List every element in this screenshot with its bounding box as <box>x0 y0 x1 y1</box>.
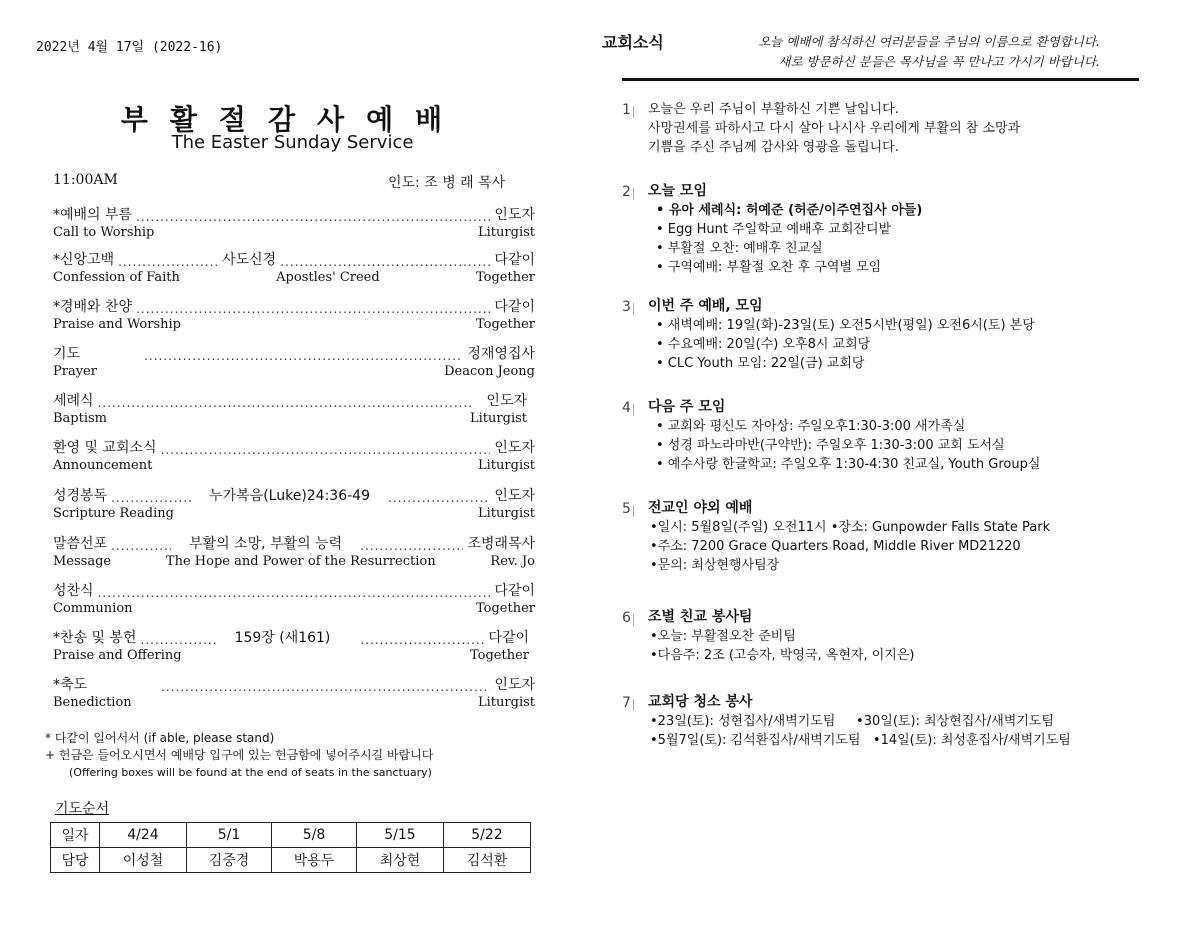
order-item-leader-en: Liturgist <box>478 225 535 240</box>
news-line: •오늘: 부활절오찬 준비팀 <box>650 629 796 644</box>
table-cell: 5/8 <box>272 823 357 848</box>
news-section <box>622 608 1182 665</box>
order-item-detail-en: Apostles' Creed <box>276 270 380 285</box>
order-item-name: *예배의 부름 <box>53 207 133 223</box>
order-item-leader-en: Together <box>475 317 535 332</box>
section-number: 6 <box>622 609 642 628</box>
order-item-name-en: Praise and Worship <box>53 317 181 332</box>
order-item-leader-en: Liturgist <box>478 458 535 473</box>
church-news-label: 교회소식 <box>602 33 664 52</box>
order-item-leader: 다같이 <box>488 630 529 646</box>
news-line: • CLC Youth 모임: 22일(금) 교회당 <box>656 356 865 371</box>
service-title-korean: 부활절감사예배 <box>120 103 465 136</box>
order-item-name: *경배와 찬양 <box>53 299 133 315</box>
order-item-leader: 다같이 <box>494 252 535 268</box>
news-line: • 구역예배: 부활절 오찬 후 구역별 모임 <box>656 260 882 275</box>
section-title: 전교인 야외 예배 <box>648 500 753 516</box>
order-item-leader: 정재영집사 <box>467 346 535 362</box>
news-line: •다음주: 2조 (고승자, 박영국, 옥현자, 이지은) <box>650 648 915 663</box>
bulletin-date: 2022년 4월 17일 (2022-16) <box>36 40 223 55</box>
order-item-detail: 부활의 소망, 부활의 능력 <box>189 536 343 552</box>
order-item-name: 성찬식 <box>53 583 94 599</box>
news-line: • 유아 세례식: 허예준 (허준/이주연집사 아들) <box>656 203 923 218</box>
table-row <box>51 823 531 848</box>
order-item-leader: 인도자 <box>486 393 527 409</box>
news-line: • Egg Hunt 주일학교 예배후 교회잔디밭 <box>656 222 892 237</box>
order-item-name-en: Announcement <box>53 458 153 473</box>
news-line: • 새벽예배: 19일(화)-23일(토) 오전5시반(평일) 오전6시(토) 본당 <box>656 318 1035 333</box>
table-cell: 4/24 <box>100 823 187 848</box>
news-section <box>622 398 1182 474</box>
order-item-name-en: Baptism <box>53 411 108 426</box>
news-line: 사망권세를 파하시고 다시 살아 나시사 우리에게 부활의 참 소망과 <box>648 121 1021 136</box>
order-item-name: *신앙고백 <box>53 252 115 268</box>
section-title: 교회당 청소 봉사 <box>648 694 753 710</box>
news-line: •문의: 최상현행사팀장 <box>650 558 780 573</box>
welcome-line: 오늘 예배에 참석하신 여러분들을 주님의 이름으로 환영합니다. <box>758 34 1100 49</box>
news-line: • 수요예배: 20일(수) 오후8시 교회당 <box>656 337 871 352</box>
table-row <box>51 848 531 873</box>
news-line: 오늘은 우리 주님이 부활하신 기쁜 날입니다. <box>648 102 899 117</box>
section-title: 조별 친교 봉사팀 <box>648 609 753 625</box>
section-title: 이번 주 예배, 모임 <box>648 298 763 314</box>
table-cell: 5/22 <box>444 823 531 848</box>
order-item-name: 기도 <box>53 346 81 362</box>
order-item-leader-en: Liturgist <box>470 411 527 426</box>
order-item-name-en: Scripture Reading <box>53 506 174 521</box>
news-line: • 성경 파노라마반(구약반): 주일오후 1:30-3:00 교회 도서실 <box>656 438 1005 453</box>
order-item-leader: 인도자 <box>494 677 535 693</box>
news-line: •5월7일(토): 김석환집사/새벽기도팀 •14일(토): 최성훈집사/새벽기도팀 <box>650 733 1071 748</box>
order-item-leader-en: Together <box>475 270 535 285</box>
prayer-schedule-table <box>50 822 531 873</box>
table-cell: 박용두 <box>272 848 357 873</box>
order-item-leader-en: Together <box>475 601 535 616</box>
order-item-leader: 다같이 <box>494 583 535 599</box>
welcome-message <box>700 32 1100 72</box>
note-offering: + 헌금은 들어오시면서 예배당 입구에 있는 헌금함에 넣어주시길 바랍니다 <box>45 748 434 762</box>
order-item-leader-en: Liturgist <box>478 506 535 521</box>
order-item-leader-en: Rev. Jo <box>490 554 535 569</box>
order-item-name: 말씀선포 <box>53 536 108 552</box>
service-title-english: The Easter Sunday Service <box>171 132 414 153</box>
news-line: • 예수사랑 한글학교: 주일오후 1:30-4:30 친교실, Youth Group실 <box>656 457 1041 472</box>
order-item-name-en: Confession of Faith <box>53 270 180 285</box>
table-cell: 5/1 <box>187 823 272 848</box>
order-item-leader: 조병래목사 <box>467 536 535 552</box>
note-offering-en: (Offering boxes will be found at the end of seats in the sanctuary) <box>69 766 432 779</box>
order-item-leader-en: Deacon Jeong <box>444 364 535 379</box>
section-number: 5 <box>622 500 642 519</box>
order-item-name-en: Benediction <box>53 695 132 710</box>
order-item-name-en: Communion <box>53 601 133 616</box>
table-cell: 김석환 <box>444 848 531 873</box>
order-item <box>53 250 535 286</box>
order-item-name: 세례식 <box>53 393 94 409</box>
prayer-schedule-title: 기도순서 <box>55 801 110 817</box>
order-item-leader: 인도자 <box>494 207 535 223</box>
news-line: •일시: 5월8일(주일) 오전11시 •장소: Gunpowder Falls State Park <box>650 520 1051 535</box>
order-item-name-en: Message <box>53 554 112 569</box>
order-item-name-en: Praise and Offering <box>53 648 182 663</box>
service-time: 11:00AM <box>53 172 118 188</box>
order-item-name: *찬송 및 봉헌 <box>53 630 137 646</box>
news-line: •23일(토): 성현집사/새벽기도팀 •30일(토): 최상현집사/새벽기도팀 <box>650 714 1054 729</box>
order-item <box>53 581 535 617</box>
news-line: 기쁨을 주신 주님께 감사와 영광을 돌립니다. <box>648 140 899 155</box>
note-stand: * 다같이 일어서서 (if able, please stand) <box>45 731 275 745</box>
order-item-leader-en: Liturgist <box>478 695 535 710</box>
welcome-line: 새로 방문하신 분들은 목사님을 꼭 만나고 가시기 바랍니다. <box>778 54 1100 69</box>
table-cell: 5/15 <box>357 823 444 848</box>
section-number: 1 <box>622 101 642 120</box>
order-item-detail-en: The Hope and Power of the Resurrection <box>165 554 436 569</box>
news-line: •주소: 7200 Grace Quarters Road, Middle River MD21220 <box>650 539 1021 554</box>
order-item <box>53 297 535 333</box>
order-item-name-en: Call to Worship <box>53 225 155 240</box>
news-section <box>622 100 1182 157</box>
news-line: • 부활절 오찬: 예배후 친교실 <box>656 241 823 256</box>
table-cell: 담당 <box>51 848 100 873</box>
order-item-leader: 인도자 <box>494 488 535 504</box>
order-item-leader: 다같이 <box>494 299 535 315</box>
order-item <box>53 205 535 241</box>
order-item <box>53 534 535 570</box>
news-line: • 교회와 평신도 자아상: 주일오후1:30-3:00 새가족실 <box>656 419 966 434</box>
order-item <box>53 628 535 664</box>
order-item <box>53 344 535 380</box>
order-item-name: 성경봉독 <box>53 488 108 504</box>
order-item-detail: 누가복음(Luke)24:36-49 <box>209 488 370 504</box>
divider <box>622 78 1139 81</box>
news-section <box>622 182 1182 277</box>
order-item <box>53 675 535 711</box>
section-title: 오늘 모임 <box>648 183 707 199</box>
order-item-detail: 사도신경 <box>222 252 277 268</box>
order-item-name-en: Prayer <box>53 364 97 379</box>
section-number: 7 <box>622 694 642 713</box>
order-item-leader-en: Together <box>469 648 529 663</box>
news-section <box>622 499 1182 575</box>
order-item <box>53 486 535 522</box>
order-item-leader: 인도자 <box>494 440 535 456</box>
table-cell: 이성철 <box>100 848 187 873</box>
section-title: 다음 주 모임 <box>648 399 726 415</box>
order-item-detail: 159장 (새161) <box>234 630 331 646</box>
section-number: 4 <box>622 399 642 418</box>
table-cell: 최상현 <box>357 848 444 873</box>
table-cell: 김중경 <box>187 848 272 873</box>
worship-notes <box>45 730 433 781</box>
order-item <box>53 438 535 474</box>
section-number: 2 <box>622 183 642 202</box>
order-item-name: *축도 <box>53 677 88 693</box>
news-section <box>622 693 1182 750</box>
service-leader: 인도: 조 병 래 목사 <box>388 175 506 191</box>
section-number: 3 <box>622 298 642 317</box>
table-cell: 일자 <box>51 823 100 848</box>
news-section <box>622 297 1182 373</box>
order-item-name: 환영 및 교회소식 <box>53 440 157 456</box>
order-item <box>53 391 535 427</box>
